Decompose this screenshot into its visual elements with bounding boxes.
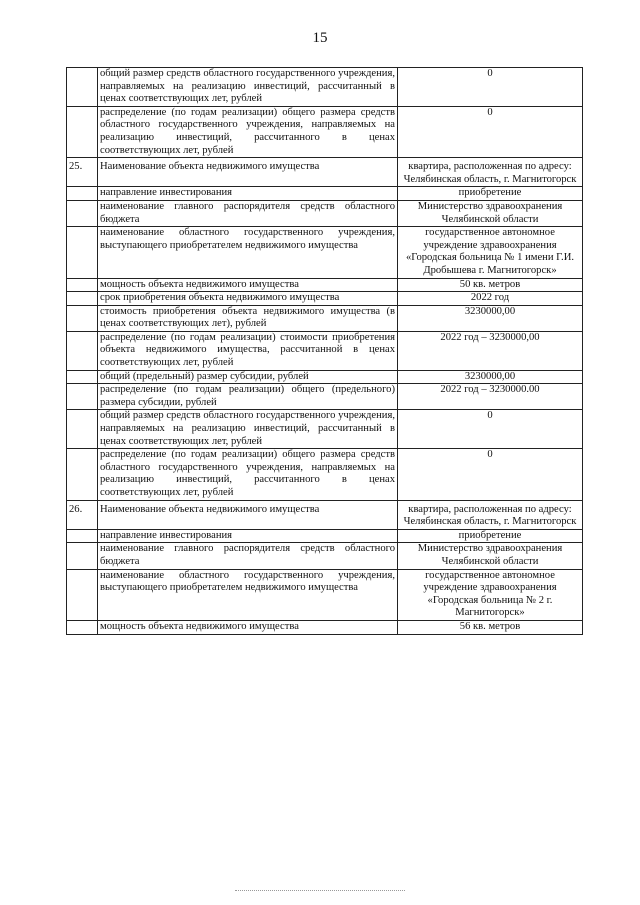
row-number <box>67 543 98 569</box>
row-label: наименование главного распорядителя средств областного бюджета <box>98 200 398 226</box>
page-number: 15 <box>312 30 328 46</box>
row-value: государственное автономное учреждение здравоохранения «Городская больница № 1 имени Г.И. Дробышева г. Магнитогорск» <box>398 227 583 278</box>
row-number <box>67 529 98 543</box>
row-number <box>67 620 98 634</box>
row-value: 2022 год – 3230000.00 <box>398 384 583 410</box>
row-number <box>67 331 98 370</box>
row-value: 0 <box>398 449 583 500</box>
table-row <box>67 158 583 187</box>
row-number <box>67 569 98 620</box>
row-number: 25. <box>67 158 98 187</box>
row-label: направление инвестирования <box>98 187 398 201</box>
row-number <box>67 68 98 107</box>
row-label: наименование главного распорядителя средств областного бюджета <box>98 543 398 569</box>
table-row <box>67 569 583 620</box>
table-row <box>67 543 583 569</box>
row-label: наименование областного государственного учреждения, выступающего приобретателем недвижимого имущества <box>98 227 398 278</box>
table-row <box>67 227 583 278</box>
row-number <box>67 106 98 157</box>
row-value: 0 <box>398 68 583 107</box>
row-number <box>67 384 98 410</box>
row-label: мощность объекта недвижимого имущества <box>98 278 398 292</box>
objects-table <box>66 67 583 635</box>
table-row <box>67 106 583 157</box>
row-value: 50 кв. метров <box>398 278 583 292</box>
row-value: квартира, расположенная по адресу: Челябинская область, г. Магнитогорск <box>398 158 583 187</box>
table-row <box>67 68 583 107</box>
table-row <box>67 292 583 306</box>
row-value: Министерство здравоохранения Челябинской области <box>398 200 583 226</box>
table-row <box>67 331 583 370</box>
row-label: срок приобретения объекта недвижимого имущества <box>98 292 398 306</box>
row-value: 0 <box>398 410 583 449</box>
row-label: распределение (по годам реализации) общего (предельного) размера субсидии, рублей <box>98 384 398 410</box>
row-label: Наименование объекта недвижимого имущества <box>98 158 398 187</box>
row-value: приобретение <box>398 529 583 543</box>
row-value: 2022 год <box>398 292 583 306</box>
row-value: квартира, расположенная по адресу: Челябинская область, г. Магнитогорск <box>398 500 583 529</box>
row-label: распределение (по годам реализации) стоимости приобретения объекта недвижимого имущества, рассчитанной в ценах соответствующих лет, рублей <box>98 331 398 370</box>
table-row <box>67 500 583 529</box>
row-number <box>67 410 98 449</box>
table-row <box>67 410 583 449</box>
row-value: 2022 год – 3230000,00 <box>398 331 583 370</box>
row-value: 3230000,00 <box>398 305 583 331</box>
table-row <box>67 200 583 226</box>
row-label: распределение (по годам реализации) общего размера средств областного государственного учреждения, направляемых на реализацию инвестиций, рассчитанного в ценах соответствующих лет, рублей <box>98 449 398 500</box>
table-row <box>67 620 583 634</box>
table-row <box>67 278 583 292</box>
row-value: 0 <box>398 106 583 157</box>
row-value: приобретение <box>398 187 583 201</box>
row-number <box>67 227 98 278</box>
row-number <box>67 449 98 500</box>
row-number <box>67 278 98 292</box>
row-number <box>67 305 98 331</box>
table-row <box>67 529 583 543</box>
table-row <box>67 305 583 331</box>
table-row <box>67 384 583 410</box>
table-row <box>67 449 583 500</box>
row-value: государственное автономное учреждение здравоохранения «Городская больница № 2 г. Магнитогорск» <box>398 569 583 620</box>
row-label: стоимость приобретения объекта недвижимого имущества (в ценах соответствующих лет), рублей <box>98 305 398 331</box>
row-label: общий размер средств областного государственного учреждения, направляемых на реализацию инвестиций, рассчитанный в ценах соответствующих лет, рублей <box>98 410 398 449</box>
row-number <box>67 187 98 201</box>
row-number: 26. <box>67 500 98 529</box>
row-label: Наименование объекта недвижимого имущества <box>98 500 398 529</box>
row-label: распределение (по годам реализации) общего размера средств областного государственного учреждения, направляемых на реализацию инвестиций, рассчитанного в ценах соответствующих лет, рублей <box>98 106 398 157</box>
row-label: мощность объекта недвижимого имущества <box>98 620 398 634</box>
row-label: направление инвестирования <box>98 529 398 543</box>
page-bottom-divider <box>235 890 405 891</box>
row-label: наименование областного государственного учреждения, выступающего приобретателем недвижимого имущества <box>98 569 398 620</box>
table-row <box>67 370 583 384</box>
row-value: 56 кв. метров <box>398 620 583 634</box>
row-number <box>67 200 98 226</box>
row-label: общий (предельный) размер субсидии, рублей <box>98 370 398 384</box>
table-row <box>67 187 583 201</box>
row-value: Министерство здравоохранения Челябинской области <box>398 543 583 569</box>
row-number <box>67 370 98 384</box>
row-label: общий размер средств областного государственного учреждения, направляемых на реализацию инвестиций, рассчитанный в ценах соответствующих лет, рублей <box>98 68 398 107</box>
row-value: 3230000,00 <box>398 370 583 384</box>
row-number <box>67 292 98 306</box>
